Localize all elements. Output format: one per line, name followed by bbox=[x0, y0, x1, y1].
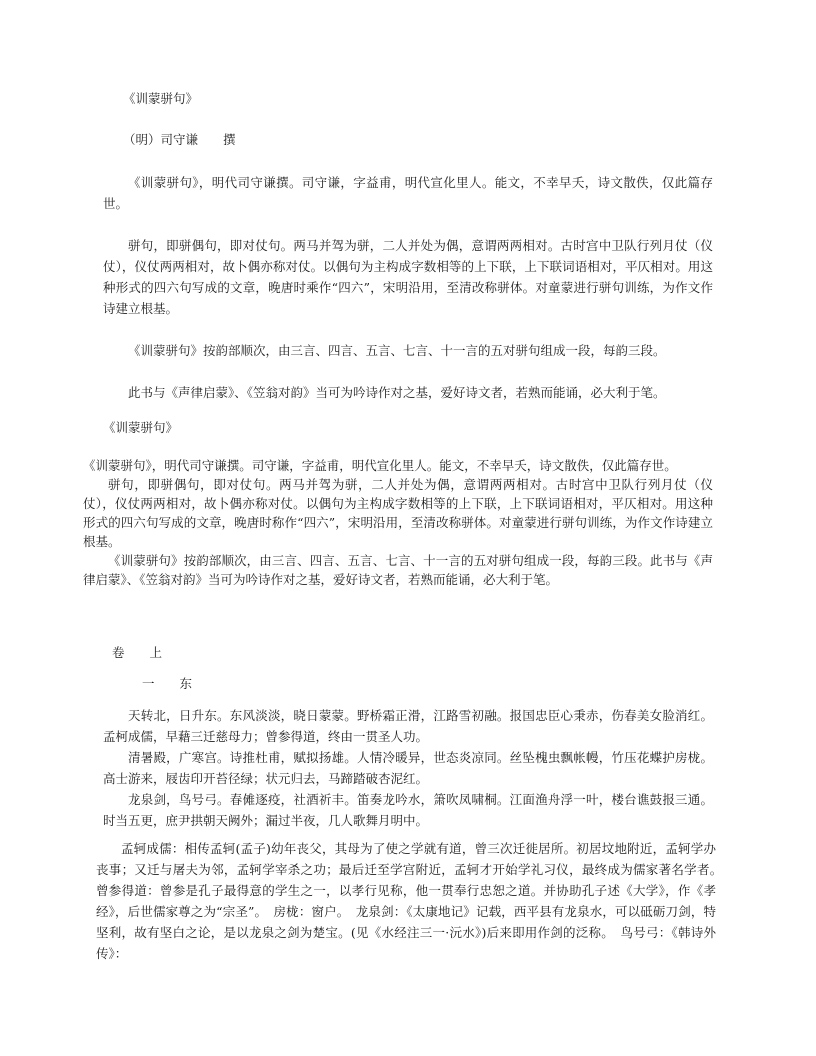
rhyme-heading: 一 东 bbox=[142, 676, 193, 691]
repeat-paragraph: 骈句，即骈偶句，即对仗句。两马并驾为骈，二人并处为偶，意谓两两相对。古时宫中卫队行列月仗（仪仗），仪仗两两相对，故卜偶亦称对仗。以偶句为主构成字数相等的上下联，上下联词语相对，平仄相对。用这种形式的四六句写成的文章，晚唐时称作“四六”，宋明沿用，至清改称骈体。对童蒙进行骈句训练，为作文作诗建立根基。 bbox=[83, 477, 713, 549]
repeat-book-title: 《训蒙骈句》 bbox=[103, 420, 179, 435]
front-matter-paragraph: 《训蒙骈句》按韵部顺次，由三言、四言、五言、七言、十一言的五对骈句组成一段，每韵三段。 bbox=[128, 343, 666, 358]
annotation-paragraph: 孟轲成儒：相传孟轲(孟子)幼年丧父，其母为了使之学就有道，曾三次迁徙居所。初居坟地附近，孟轲学办丧事；又迁与屠夫为邻，孟轲学宰杀之功；最后迁至学宫附近，孟轲才开始学礼习仪，最终成为儒家著名学者。 曾参得道：曾参是孔子最得意的学生之一，以孝行见称，他一贯奉行忠恕之道。并协助孔子述《大学》，作《孝经》，后世儒家尊之为“宗圣”。 房栊：窗户。 龙泉剑：《太康地记》记载，西平县有龙泉水，可以砥砺刀剑，特坚利，故有坚白之论，是以龙泉之剑为楚宝。(见《水经注三一·沅水》)后来即用作剑的泛称。 鸟号弓：《韩诗外传》： bbox=[96, 841, 729, 961]
verse-stanza: 天转北，日升东。东风淡淡，晓日蒙蒙。野桥霜正滑，江路雪初融。报国忠臣心秉赤，伤春美女脸消红。孟柯成儒，早藉三迁慈母力；曾参得道，终由一贯圣人功。 bbox=[103, 708, 713, 744]
volume-heading: 卷 上 bbox=[112, 645, 163, 660]
annotation-block bbox=[96, 838, 729, 964]
verse-stanza: 清暑殿，广寒宫。诗推杜甫，赋拟扬雄。人情冷暖异，世态炎凉同。丝坠槐虫飘帐幔，竹压花蝶护房栊。高士游来，屐齿印开苔径绿；状元归去，马蹄踏破杏泥红。 bbox=[103, 750, 713, 786]
front-matter-paragraph: 《训蒙骈句》，明代司守谦撰。司守谦，字益甫，明代宣化里人。能文，不幸早夭，诗文散佚，仅此篇存世。 bbox=[103, 175, 713, 211]
front-matter-paragraph: 此书与《声律启蒙》、《笠翁对韵》当可为吟诗作对之基，爱好诗文者，若熟而能诵，必大利于笔。 bbox=[128, 385, 666, 400]
repeat-paragraph: 《训蒙骈句》，明代司守谦撰。司守谦，字益甫，明代宣化里人。能文，不幸早夭，诗文散佚，仅此篇存世。 bbox=[83, 458, 677, 473]
repeat-paragraph: 《训蒙骈句》按韵部顺次，由三言、四言、五言、七言、十一言的五对骈句组成一段，每韵三段。此书与《声律启蒙》、《笠翁对韵》当可为吟诗作对之基，爱好诗文者，若熟而能诵，必大利于笔。 bbox=[83, 553, 713, 587]
verse-stanza: 龙泉剑，鸟号弓。春傩逐疫，社酒祈丰。笛奏龙吟水，箫吹凤啸桐。江面渔舟浮一叶，楼台谯鼓报三通。时当五更，庶尹拱朝天阙外；漏过半夜，几人歌舞月明中。 bbox=[103, 792, 713, 828]
front-matter-block bbox=[103, 88, 713, 424]
book-title: 《训蒙骈句》 bbox=[123, 91, 199, 106]
author-byline: （明）司守谦 撰 bbox=[123, 132, 236, 147]
front-matter-paragraph: 骈句，即骈偶句，即对仗句。两马并驾为骈，二人并处为偶，意谓两两相对。古时宫中卫队行列月仗（仪仗），仪仗两两相对，故卜偶亦称对仗。以偶句为主构成字数相等的上下联，上下联词语相对，平仄相对。用这种形式的四六句写成的文章，晚唐时乘作“四六”，宋明沿用，至清改称骈体。对童蒙进行骈句训练，为作文作诗建立根基。 bbox=[103, 238, 713, 316]
repeat-block bbox=[83, 418, 713, 589]
verse-block bbox=[103, 705, 713, 831]
